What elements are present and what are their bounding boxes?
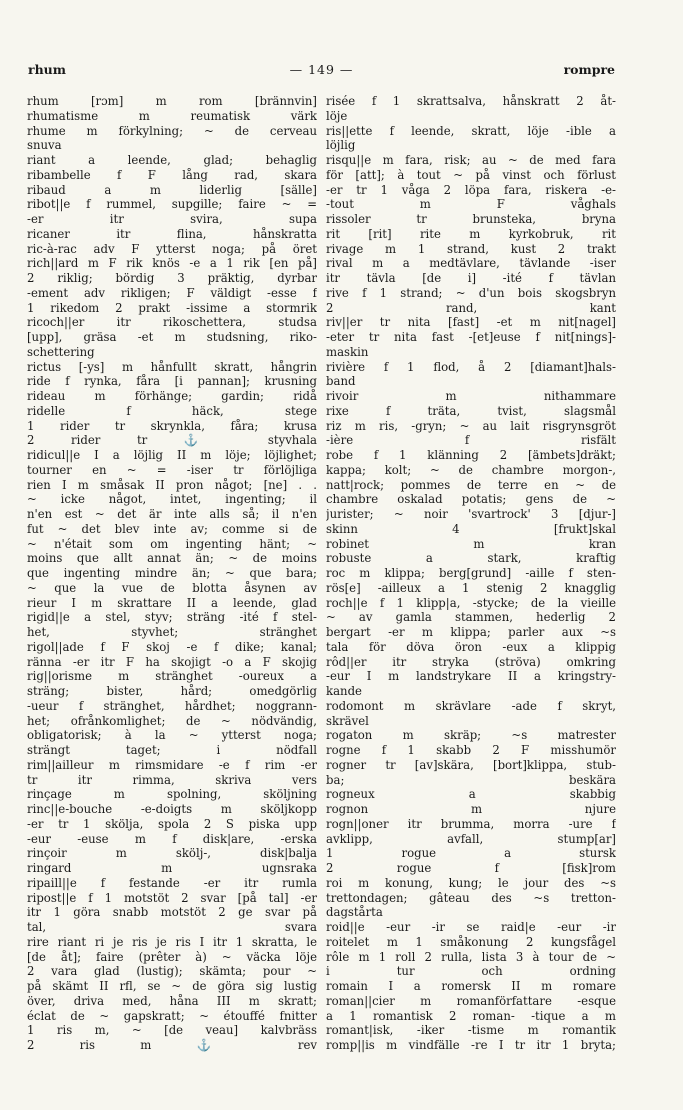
dictionary-line: -eur -euse m f disk|are, -erska [27, 831, 317, 846]
dictionary-line: bergart -er m klippa; parler aux ~s [326, 625, 616, 639]
dictionary-line: rognon m njure [326, 802, 616, 816]
dictionary-line: 2 ris m ⚓ rev [27, 1038, 317, 1052]
dictionary-line: robe f 1 klänning 2 [ämbets]dräkt; [326, 448, 616, 462]
dictionary-line: ric-à-rac adv F ytterst noga; på öret [27, 241, 317, 256]
dictionary-line: 2 vara glad (lustig); skämta; pour ~ [27, 964, 317, 979]
dictionary-line: snuva [27, 138, 62, 153]
dictionary-line: romp||is m vindfälle -re I tr itr 1 bryta; [326, 1038, 616, 1052]
dictionary-line: 2 riklig; bördig 3 präktig, dyrbar [27, 271, 317, 285]
dictionary-line: rhumatisme m reumatisk värk [27, 108, 317, 123]
dictionary-line: kande [326, 684, 362, 698]
dictionary-line: roi m konung, kung; le jour des ~s [326, 875, 616, 890]
dictionary-line: rivoir m nithammare [326, 389, 616, 403]
dictionary-line: ränna -er itr F ha skojigt -o a F skojig [27, 654, 317, 669]
dictionary-line: tala för döva öron -eux a klippig [326, 639, 616, 654]
header-last-word: rompre [563, 62, 615, 77]
dictionary-line: -eur I m landstrykare II a kringstry- [326, 669, 616, 684]
dictionary-line: ~ av gamla stammen, hederlig 2 [326, 610, 616, 625]
dictionary-line: rinc||e-bouche -e-doigts m sköljkopp [27, 802, 317, 816]
dictionary-line: rhum [rɔm] m rom [brännvin] [27, 94, 317, 108]
dictionary-line: roid||e -eur -ir se raid|e -eur -ir [326, 920, 616, 934]
dictionary-line: schettering [27, 344, 95, 359]
dictionary-line: itr 1 göra snabb motstöt 2 ge svar på [27, 905, 317, 920]
dictionary-line: tr itr rimma, skriva vers [27, 772, 317, 787]
dictionary-line: ripaill||e f festande -er itr rumla [27, 875, 317, 890]
dictionary-line: avklipp, avfall, stump[ar] [326, 831, 616, 846]
dictionary-line: fut ~ det blev inte av; comme si de [27, 521, 317, 536]
dictionary-line: ribaud a m liderlig [sälle] [27, 182, 317, 197]
dictionary-line: rodomont m skrävlare -ade f skryt, [326, 698, 616, 713]
dictionary-line: riz m ris, -gryn; ~ au lait risgrynsgröt [326, 418, 616, 433]
dictionary-line: rive f 1 strand; ~ d'un bois skogsbryn [326, 285, 616, 300]
dictionary-line: 1 rider tr skrynkla, fåra; krusa [27, 418, 317, 433]
dictionary-line: 1 rikedom 2 prakt -issime a stormrik [27, 300, 317, 315]
dictionary-line: robuste a stark, kraftig [326, 551, 616, 566]
dictionary-line: rival m a medtävlare, tävlande -iser [326, 256, 616, 271]
dictionary-line: rivage m 1 strand, kust 2 trakt [326, 241, 616, 256]
dictionary-line: tal, svara [27, 920, 317, 934]
dictionary-line: rôd||er itr stryka (ströva) omkring [326, 654, 616, 669]
dictionary-line: -tout m F våghals [326, 197, 616, 212]
dictionary-line: -ière f risfält [326, 433, 616, 448]
dictionary-line: 2 rogue f [fisk]rom [326, 861, 616, 875]
dictionary-line: rôle m 1 roll 2 rulla, lista 3 à tour de ~ [326, 949, 616, 964]
dictionary-line: ribot||e f rummel, supgille; faire ~ = [27, 197, 317, 212]
dictionary-line: moins que allt annat än; ~ de moins [27, 551, 317, 566]
dictionary-line: -er tr 1 våga 2 löpa fara, riskera -e- [326, 182, 616, 197]
dictionary-line: ribambelle f F lång rad, skara [27, 167, 317, 182]
dictionary-line: obligatorisk; à la ~ ytterst noga; [27, 728, 317, 743]
dictionary-line: för [att]; à tout ~ på vinst och förlust [326, 167, 616, 182]
dictionary-line: roman||cier m romanförfattare -esque [326, 993, 616, 1008]
dictionary-line: rogne f 1 skabb 2 F misshumör [326, 743, 616, 757]
dictionary-line: strängt taget; i nödfall [27, 743, 317, 757]
page-header [28, 62, 615, 82]
dictionary-line: rig||orisme m stränghet -oureux a [27, 669, 317, 684]
dictionary-line: chambre oskalad potatis; gens de ~ [326, 492, 616, 507]
dictionary-line: ringard m ugnsraka [27, 861, 317, 875]
dictionary-line: -ement adv rikligen; F väldigt -esse f [27, 285, 317, 300]
dictionary-line: rigol||ade f F skoj -e f dike; kanal; [27, 639, 317, 654]
page-number: — 149 — [289, 62, 354, 77]
dictionary-line: rogn||oner itr brumma, morra -ure f [326, 816, 616, 831]
dictionary-line: roitelet m 1 småkonung 2 kungsfågel [326, 934, 616, 949]
dictionary-line: [upp], gräsa -et m studsning, riko- [27, 330, 317, 344]
dictionary-line: riv||er tr nita [fast] -et m nit[nagel] [326, 315, 616, 330]
dictionary-line: ricoch||er itr rikoschettera, studsa [27, 315, 317, 330]
dictionary-line: löje [326, 108, 348, 123]
dictionary-line: het, styvhet; stränghet [27, 625, 317, 639]
dictionary-line: -eter tr nita fast -[et]euse f nit[nings]- [326, 330, 616, 344]
dictionary-line: 2 rider tr ⚓ styvhala [27, 433, 317, 448]
dictionary-line: que ingenting mindre än; ~ que bara; [27, 566, 317, 580]
dictionary-line: robinet m kran [326, 536, 616, 551]
dictionary-line: rinçoir m skölj-, disk|balja [27, 846, 317, 861]
dictionary-line: i tur och ordning [326, 964, 616, 979]
dictionary-line: dagstårta [326, 905, 383, 920]
dictionary-line: rissoler tr brunsteka, bryna [326, 212, 616, 226]
dictionary-line: ripost||e f 1 motstöt 2 svar [på tal] -er [27, 890, 317, 905]
dictionary-line: ridelle f häck, stege [27, 403, 317, 418]
dictionary-line: trettondagen; gâteau des ~s tretton- [326, 890, 616, 905]
dictionary-line: 1 ris m, ~ [de veau] kalvbräss [27, 1023, 317, 1038]
dictionary-line: rogneux a skabbig [326, 787, 616, 802]
dictionary-line: ricaner itr flina, hånskratta [27, 226, 317, 241]
dictionary-line: 1 rogue a stursk [326, 846, 616, 861]
dictionary-line: -er tr 1 skölja, spola 2 S piska upp [27, 816, 317, 831]
dictionary-line: rhume m förkylning; ~ de cerveau [27, 123, 317, 138]
dictionary-line: kappa; kolt; ~ de chambre morgon-, [326, 462, 616, 477]
dictionary-line: maskin [326, 344, 369, 359]
dictionary-line: roc m klippa; berg[grund] -aille f sten- [326, 566, 616, 580]
dictionary-line: rictus [-ys] m hånfullt skratt, hångrin [27, 359, 317, 374]
dictionary-line: skrävel [326, 713, 369, 728]
dictionary-line: rire riant ri je ris je ris I itr 1 skratta, le [27, 934, 317, 949]
dictionary-line: het; ofrånkomlighet; de ~ nödvändig, [27, 713, 317, 728]
dictionary-line: rinçage m spolning, sköljning [27, 787, 317, 802]
left-column [27, 94, 317, 1094]
dictionary-line: rixe f träta, tvist, slagsmål [326, 403, 616, 418]
header-first-word: rhum [28, 62, 66, 77]
dictionary-line: itr tävla [de i] -ité f tävlan [326, 271, 616, 285]
dictionary-line: 2 rand, kant [326, 300, 616, 315]
dictionary-line: ~ n'était som om ingenting hänt; ~ [27, 536, 317, 551]
dictionary-line: natt|rock; pommes de terre en ~ de [326, 477, 616, 492]
dictionary-line: a 1 romantisk 2 roman- -tique a m [326, 1008, 616, 1023]
dictionary-line: rieur I m skrattare II a leende, glad [27, 595, 317, 610]
dictionary-line: rim||ailleur m rimsmidare -e f rim -er [27, 757, 317, 772]
dictionary-line: roch||e f 1 klipp|a, -stycke; de la vieille [326, 595, 616, 610]
dictionary-line: risée f 1 skrattsalva, hånskratt 2 åt- [326, 94, 616, 108]
dictionary-line: rit [rit] rite m kyrkobruk, rit [326, 226, 616, 241]
dictionary-line: ~ que la vue de blotta åsynen av [27, 580, 317, 595]
dictionary-line: band [326, 374, 356, 389]
dictionary-line: tourner en ~ = -iser tr förlöjliga [27, 462, 317, 477]
dictionary-line: [de åt]; faire (prêter à) ~ väcka löje [27, 949, 317, 964]
dictionary-line: ~ icke något, intet, ingenting; il [27, 492, 317, 507]
dictionary-line: -er itr svira, supa [27, 212, 317, 226]
dictionary-line: rien I m småsak II pron något; [ne] . . [27, 477, 317, 492]
dictionary-line: riant a leende, glad; behaglig [27, 153, 317, 167]
dictionary-line: rideau m förhänge; gardin; ridå [27, 389, 317, 403]
dictionary-line: sträng; bister, hård; omedgörlig [27, 684, 317, 698]
dictionary-line: ba; beskära [326, 772, 616, 787]
right-column [326, 94, 616, 1094]
dictionary-line: löjlig [326, 138, 356, 153]
dictionary-line: skinn 4 [frukt]skal [326, 521, 616, 536]
dictionary-line: ride f rynka, fåra [i pannan]; krusning [27, 374, 317, 389]
dictionary-line: jurister; ~ noir 'svartrock' 3 [djur-] [326, 507, 616, 521]
dictionary-line: n'en est ~ det är inte alls så; il n'en [27, 507, 317, 521]
dictionary-line: över, driva med, håna III m skratt; [27, 993, 317, 1008]
dictionary-line: risqu||e m fara, risk; au ~ de med fara [326, 153, 616, 167]
dictionary-line: rigid||e a stel, styv; sträng -ité f stel- [27, 610, 317, 625]
dictionary-line: romain I a romersk II m romare [326, 979, 616, 993]
dictionary-line: -ueur f stränghet, hårdhet; noggrann- [27, 698, 317, 713]
dictionary-line: på skämt II rfl, se ~ de göra sig lustig [27, 979, 317, 993]
dictionary-line: rogaton m skräp; ~s matrester [326, 728, 616, 743]
dictionary-line: ridicul||e I a löjlig II m löje; löjlighet; [27, 448, 317, 462]
dictionary-line: rös[e] -ailleux a 1 stenig 2 knagglig [326, 580, 616, 595]
dictionary-line: romant|isk, -iker -tisme m romantik [326, 1023, 616, 1038]
dictionary-line: rivière f 1 flod, å 2 [diamant]hals- [326, 359, 616, 374]
dictionary-line: rogner tr [av]skära, [bort]klippa, stub- [326, 757, 616, 772]
dictionary-line: éclat de ~ gapskratt; ~ étouffé fnitter [27, 1008, 317, 1023]
dictionary-line: ris||ette f leende, skratt, löje -ible a [326, 123, 616, 138]
dictionary-line: rich||ard m F rik knös -e a 1 rik [en på] [27, 256, 317, 271]
